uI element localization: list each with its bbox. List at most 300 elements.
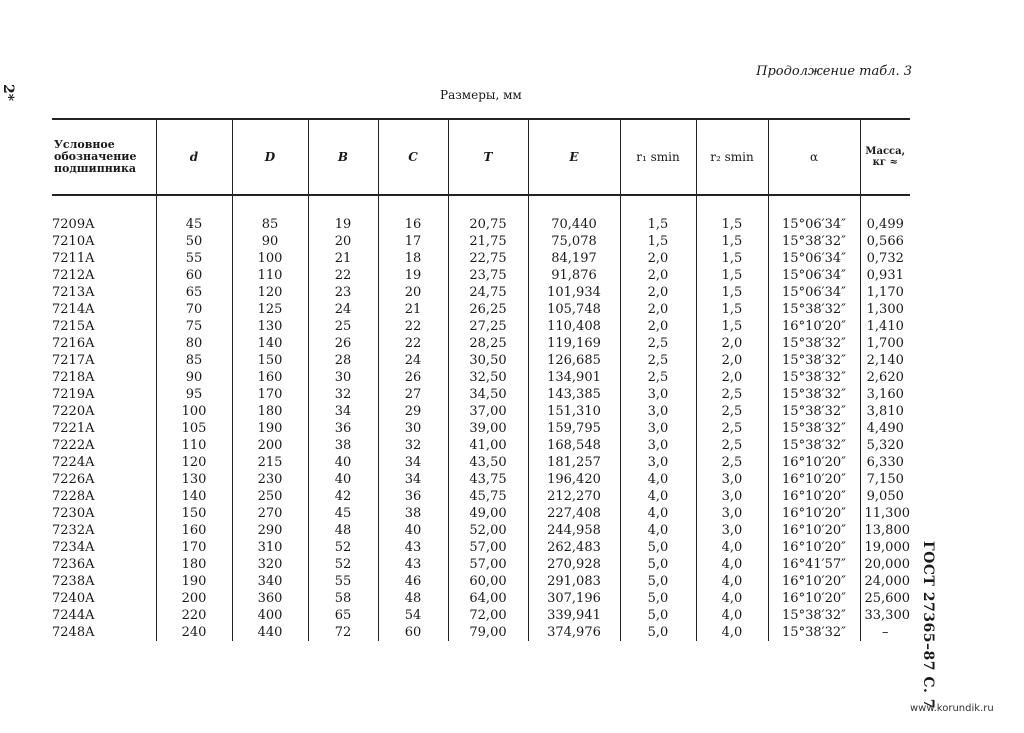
table-row [52, 233, 910, 250]
table-cell: 13,800 [860, 522, 910, 539]
table-row [52, 403, 910, 420]
table-cell: 7219A [52, 387, 95, 402]
table-cell: 40 [308, 471, 378, 488]
table-cell: 91,876 [528, 267, 620, 284]
table-cell: 7209A [52, 217, 95, 232]
table-cell: 3,0 [696, 522, 768, 539]
table-cell: 24,000 [860, 573, 910, 590]
table-continuation-caption: Продолжение табл. 3 [756, 64, 912, 79]
table-cell: 26 [308, 335, 378, 352]
spacer-cell [156, 195, 232, 216]
table-cell: 1,5 [620, 216, 696, 233]
table-cell: 250 [232, 488, 308, 505]
table-cell: 21 [308, 250, 378, 267]
table-cell: 15°38′32″ [768, 369, 860, 386]
table-cell: 22 [308, 267, 378, 284]
column-header-mass: Масса, кг ≈ [860, 119, 910, 195]
table-cell: 7210A [52, 234, 95, 249]
table-cell: 181,257 [528, 454, 620, 471]
table-cell: 7228A [52, 489, 95, 504]
table-cell: 290 [232, 522, 308, 539]
table-row [52, 522, 910, 539]
spacer-cell [232, 195, 308, 216]
table-row [52, 420, 910, 437]
table-cell: 75,078 [528, 233, 620, 250]
table-cell: 244,958 [528, 522, 620, 539]
table-cell: 43 [378, 539, 448, 556]
table-cell: 2,5 [620, 335, 696, 352]
table-cell: 4,0 [696, 624, 768, 641]
table-cell: 4,0 [696, 573, 768, 590]
table-cell: – [860, 624, 910, 641]
table-cell: 3,0 [696, 488, 768, 505]
table-cell: 130 [156, 471, 232, 488]
table-cell: 7240A [52, 591, 95, 606]
table-cell: 340 [232, 573, 308, 590]
table-cell: 24 [378, 352, 448, 369]
table-cell: 2,0 [620, 267, 696, 284]
table-cell: 15°06′34″ [768, 284, 860, 301]
spacer-cell [308, 195, 378, 216]
table-cell: 5,0 [620, 573, 696, 590]
table-cell: 120 [156, 454, 232, 471]
table-cell: 60 [378, 624, 448, 641]
table-row [52, 624, 910, 641]
table-cell: 5,0 [620, 539, 696, 556]
table-cell: 16°10′20″ [768, 454, 860, 471]
column-header-r2smin: r₂ smin [696, 119, 768, 195]
table-cell: 1,300 [860, 301, 910, 318]
table-cell: 2,620 [860, 369, 910, 386]
table-cell: 180 [232, 403, 308, 420]
table-cell: 30 [308, 369, 378, 386]
spacer-cell [448, 195, 528, 216]
table-cell: 7248A [52, 625, 95, 640]
column-header-designation: Условное обозначение подшипника [52, 119, 156, 195]
table-cell: 4,0 [620, 505, 696, 522]
table-spacer-row [52, 195, 910, 216]
table-cell: 143,385 [528, 386, 620, 403]
table-cell: 20,75 [448, 216, 528, 233]
table-cell: 0,732 [860, 250, 910, 267]
table-cell: 7221A [52, 421, 95, 436]
table-cell: 212,270 [528, 488, 620, 505]
table-cell: 90 [232, 233, 308, 250]
table-cell: 130 [232, 318, 308, 335]
table-cell: 307,196 [528, 590, 620, 607]
table-cell: 7218A [52, 370, 95, 385]
table-cell: 2,0 [696, 335, 768, 352]
table-cell: 80 [156, 335, 232, 352]
table-cell: 17 [378, 233, 448, 250]
table-cell: 21 [378, 301, 448, 318]
table-cell: 23,75 [448, 267, 528, 284]
table-cell: 45 [308, 505, 378, 522]
table-cell: 1,5 [696, 233, 768, 250]
table-cell: 5,0 [620, 590, 696, 607]
table-cell: 57,00 [448, 539, 528, 556]
table-cell: 2,0 [696, 352, 768, 369]
table-cell: 55 [156, 250, 232, 267]
spacer-cell [620, 195, 696, 216]
column-header-C: C [378, 119, 448, 195]
table-cell: 0,931 [860, 267, 910, 284]
column-header-E: E [528, 119, 620, 195]
table-cell: 440 [232, 624, 308, 641]
table-cell: 7215A [52, 319, 95, 334]
table-row [52, 471, 910, 488]
spacer-cell [52, 195, 156, 216]
table-cell: 41,00 [448, 437, 528, 454]
table-cell: 2,0 [620, 284, 696, 301]
table-cell: 15°38′32″ [768, 624, 860, 641]
table-cell: 220 [156, 607, 232, 624]
table-cell: 36 [378, 488, 448, 505]
table-cell: 75 [156, 318, 232, 335]
table-cell: 90 [156, 369, 232, 386]
table-row [52, 267, 910, 284]
table-cell: 48 [308, 522, 378, 539]
table-cell: 48 [378, 590, 448, 607]
table-cell: 2,5 [620, 369, 696, 386]
table-cell: 5,0 [620, 556, 696, 573]
table-cell: 29 [378, 403, 448, 420]
table-cell: 190 [232, 420, 308, 437]
table-cell: 40 [378, 522, 448, 539]
table-cell: 84,197 [528, 250, 620, 267]
table-cell: 16 [378, 216, 448, 233]
table-cell: 20 [308, 233, 378, 250]
table-cell: 43,75 [448, 471, 528, 488]
table-cell: 32 [308, 386, 378, 403]
table-cell: 43,50 [448, 454, 528, 471]
table-cell: 1,410 [860, 318, 910, 335]
table-cell: 28,25 [448, 335, 528, 352]
table-cell: 3,160 [860, 386, 910, 403]
table-cell: 7236A [52, 557, 95, 572]
table-row [52, 216, 910, 233]
table-row [52, 607, 910, 624]
table-cell: 7226A [52, 472, 95, 487]
table-body [52, 195, 910, 641]
table-cell: 110 [232, 267, 308, 284]
table-cell: 19 [308, 216, 378, 233]
table-cell: 270 [232, 505, 308, 522]
table-cell: 2,5 [620, 352, 696, 369]
table-cell: 38 [378, 505, 448, 522]
table-cell: 134,901 [528, 369, 620, 386]
table-cell: 39,00 [448, 420, 528, 437]
table-cell: 7232A [52, 523, 95, 538]
table-cell: 15°38′32″ [768, 233, 860, 250]
table-cell: 45 [156, 216, 232, 233]
table-cell: 1,5 [696, 250, 768, 267]
table-cell: 85 [156, 352, 232, 369]
table-cell: 26,25 [448, 301, 528, 318]
table-cell: 4,490 [860, 420, 910, 437]
table-cell: 16°10′20″ [768, 573, 860, 590]
table-cell: 105,748 [528, 301, 620, 318]
table-cell: 0,499 [860, 216, 910, 233]
table-cell: 119,169 [528, 335, 620, 352]
table-cell: 1,700 [860, 335, 910, 352]
table-cell: 4,0 [620, 471, 696, 488]
table-cell: 3,0 [620, 454, 696, 471]
table-cell: 70 [156, 301, 232, 318]
table-cell: 33,300 [860, 607, 910, 624]
table-cell: 0,566 [860, 233, 910, 250]
table-cell: 2,5 [696, 386, 768, 403]
table-cell: 45,75 [448, 488, 528, 505]
table-cell: 150 [156, 505, 232, 522]
table-cell: 170 [156, 539, 232, 556]
table-cell: 200 [232, 437, 308, 454]
table-row [52, 318, 910, 335]
spacer-cell [528, 195, 620, 216]
column-header-D: D [232, 119, 308, 195]
table-cell: 15°38′32″ [768, 352, 860, 369]
table-cell: 52 [308, 556, 378, 573]
table-cell: 58 [308, 590, 378, 607]
table-cell: 79,00 [448, 624, 528, 641]
table-cell: 32 [378, 437, 448, 454]
table-cell: 5,0 [620, 624, 696, 641]
table-cell: 43 [378, 556, 448, 573]
table-cell: 227,408 [528, 505, 620, 522]
table-cell: 4,0 [620, 522, 696, 539]
table-cell: 400 [232, 607, 308, 624]
table-cell: 15°06′34″ [768, 250, 860, 267]
table-cell: 30 [378, 420, 448, 437]
table-cell: 50 [156, 233, 232, 250]
table-cell: 34 [308, 403, 378, 420]
table-cell: 170 [232, 386, 308, 403]
table-cell: 110,408 [528, 318, 620, 335]
table-cell: 22 [378, 318, 448, 335]
table-cell: 37,00 [448, 403, 528, 420]
table-row [52, 556, 910, 573]
table-row [52, 284, 910, 301]
table-cell: 1,5 [696, 284, 768, 301]
table-cell: 291,083 [528, 573, 620, 590]
table-cell: 3,0 [620, 386, 696, 403]
table-cell: 40 [308, 454, 378, 471]
table-cell: 150 [232, 352, 308, 369]
table-cell: 2,5 [696, 437, 768, 454]
table-cell: 27 [378, 386, 448, 403]
table-cell: 360 [232, 590, 308, 607]
table-cell: 4,0 [696, 607, 768, 624]
table-cell: 100 [156, 403, 232, 420]
table-cell: 16°10′20″ [768, 488, 860, 505]
table-cell: 15°38′32″ [768, 386, 860, 403]
table-cell: 34,50 [448, 386, 528, 403]
table-cell: 28 [308, 352, 378, 369]
table-cell: 21,75 [448, 233, 528, 250]
table-cell: 70,440 [528, 216, 620, 233]
table-cell: 101,934 [528, 284, 620, 301]
table-cell: 38 [308, 437, 378, 454]
table-cell: 3,810 [860, 403, 910, 420]
table-cell: 19 [378, 267, 448, 284]
table-cell: 16°10′20″ [768, 471, 860, 488]
table-cell: 310 [232, 539, 308, 556]
table-cell: 25 [308, 318, 378, 335]
table-row [52, 539, 910, 556]
table-cell: 27,25 [448, 318, 528, 335]
table-cell: 2,5 [696, 403, 768, 420]
table-row [52, 454, 910, 471]
bearing-dimensions-table [52, 118, 910, 641]
table-cell: 16°10′20″ [768, 590, 860, 607]
table-cell: 7216A [52, 336, 95, 351]
table-cell: 270,928 [528, 556, 620, 573]
table-cell: 105 [156, 420, 232, 437]
table-cell: 5,320 [860, 437, 910, 454]
table-cell: 125 [232, 301, 308, 318]
table-cell: 85 [232, 216, 308, 233]
table-cell: 1,170 [860, 284, 910, 301]
gost-side-label: ГОСТ 27365–87 С. 7 [920, 541, 936, 709]
table-cell: 72 [308, 624, 378, 641]
table-cell: 7234A [52, 540, 95, 555]
table-cell: 7214A [52, 302, 95, 317]
table-cell: 25,600 [860, 590, 910, 607]
table-cell: 2,5 [696, 420, 768, 437]
column-header-B: B [308, 119, 378, 195]
table-cell: 24,75 [448, 284, 528, 301]
table-cell: 18 [378, 250, 448, 267]
table-cell: 65 [156, 284, 232, 301]
table-cell: 374,976 [528, 624, 620, 641]
table-cell: 15°38′32″ [768, 335, 860, 352]
table-cell: 1,5 [696, 267, 768, 284]
table-cell: 16°10′20″ [768, 539, 860, 556]
table-cell: 1,5 [696, 216, 768, 233]
table-cell: 110 [156, 437, 232, 454]
table-cell: 2,5 [696, 454, 768, 471]
table-cell: 16°10′20″ [768, 318, 860, 335]
table-cell: 190 [156, 573, 232, 590]
spacer-cell [378, 195, 448, 216]
table-cell: 7,150 [860, 471, 910, 488]
table-cell: 262,483 [528, 539, 620, 556]
table-cell: 23 [308, 284, 378, 301]
table-cell: 42 [308, 488, 378, 505]
table-row [52, 352, 910, 369]
table-cell: 15°38′32″ [768, 403, 860, 420]
table-cell: 126,685 [528, 352, 620, 369]
table-cell: 60 [156, 267, 232, 284]
table-cell: 151,310 [528, 403, 620, 420]
table-cell: 65 [308, 607, 378, 624]
table-cell: 4,0 [696, 539, 768, 556]
spacer-cell [768, 195, 860, 216]
table-row [52, 488, 910, 505]
table-cell: 3,0 [620, 420, 696, 437]
table-cell: 34 [378, 471, 448, 488]
table-cell: 7211A [52, 251, 95, 266]
table-cell: 95 [156, 386, 232, 403]
table-row [52, 573, 910, 590]
table-cell: 1,5 [620, 233, 696, 250]
table-cell: 52 [308, 539, 378, 556]
table-cell: 52,00 [448, 522, 528, 539]
table-cell: 3,0 [620, 403, 696, 420]
table-cell: 1,5 [696, 318, 768, 335]
table-row [52, 505, 910, 522]
dimensions-caption: Размеры, мм [440, 88, 522, 102]
table-cell: 180 [156, 556, 232, 573]
table-cell: 15°38′32″ [768, 301, 860, 318]
column-header-r1smin: r₁ smin [620, 119, 696, 195]
table-row [52, 250, 910, 267]
table-cell: 4,0 [696, 556, 768, 573]
site-url: www.korundik.ru [910, 703, 994, 714]
table-row [52, 335, 910, 352]
table-cell: 196,420 [528, 471, 620, 488]
table-row [52, 369, 910, 386]
table-cell: 5,0 [620, 607, 696, 624]
table-cell: 16°10′20″ [768, 522, 860, 539]
table-cell: 2,140 [860, 352, 910, 369]
table-cell: 6,330 [860, 454, 910, 471]
table-cell: 64,00 [448, 590, 528, 607]
table-cell: 2,0 [620, 301, 696, 318]
table-row [52, 386, 910, 403]
table-cell: 16°41′57″ [768, 556, 860, 573]
table-cell: 159,795 [528, 420, 620, 437]
table-cell: 26 [378, 369, 448, 386]
table-cell: 15°38′32″ [768, 607, 860, 624]
table-cell: 19,000 [860, 539, 910, 556]
table-cell: 2,0 [620, 250, 696, 267]
table-cell: 32,50 [448, 369, 528, 386]
table-cell: 46 [378, 573, 448, 590]
table-cell: 57,00 [448, 556, 528, 573]
table-cell: 230 [232, 471, 308, 488]
table-cell: 160 [156, 522, 232, 539]
table-cell: 168,548 [528, 437, 620, 454]
table-cell: 30,50 [448, 352, 528, 369]
column-header-d: d [156, 119, 232, 195]
table-cell: 49,00 [448, 505, 528, 522]
table-cell: 7213A [52, 285, 95, 300]
table-cell: 7230A [52, 506, 95, 521]
table-cell: 215 [232, 454, 308, 471]
table-cell: 22,75 [448, 250, 528, 267]
table-cell: 16°10′20″ [768, 505, 860, 522]
table-cell: 2,0 [696, 369, 768, 386]
page-mark: 2* [0, 84, 16, 102]
table-cell: 120 [232, 284, 308, 301]
spacer-cell [696, 195, 768, 216]
table-header-row [52, 119, 910, 195]
table-row [52, 590, 910, 607]
table-cell: 7222A [52, 438, 95, 453]
table-cell: 60,00 [448, 573, 528, 590]
table-cell: 240 [156, 624, 232, 641]
table-cell: 22 [378, 335, 448, 352]
table-cell: 36 [308, 420, 378, 437]
table-cell: 72,00 [448, 607, 528, 624]
column-header-alpha: α [768, 119, 860, 195]
table-cell: 1,5 [696, 301, 768, 318]
table-row [52, 301, 910, 318]
table-cell: 7224A [52, 455, 95, 470]
table-cell: 7212A [52, 268, 95, 283]
table-row [52, 437, 910, 454]
